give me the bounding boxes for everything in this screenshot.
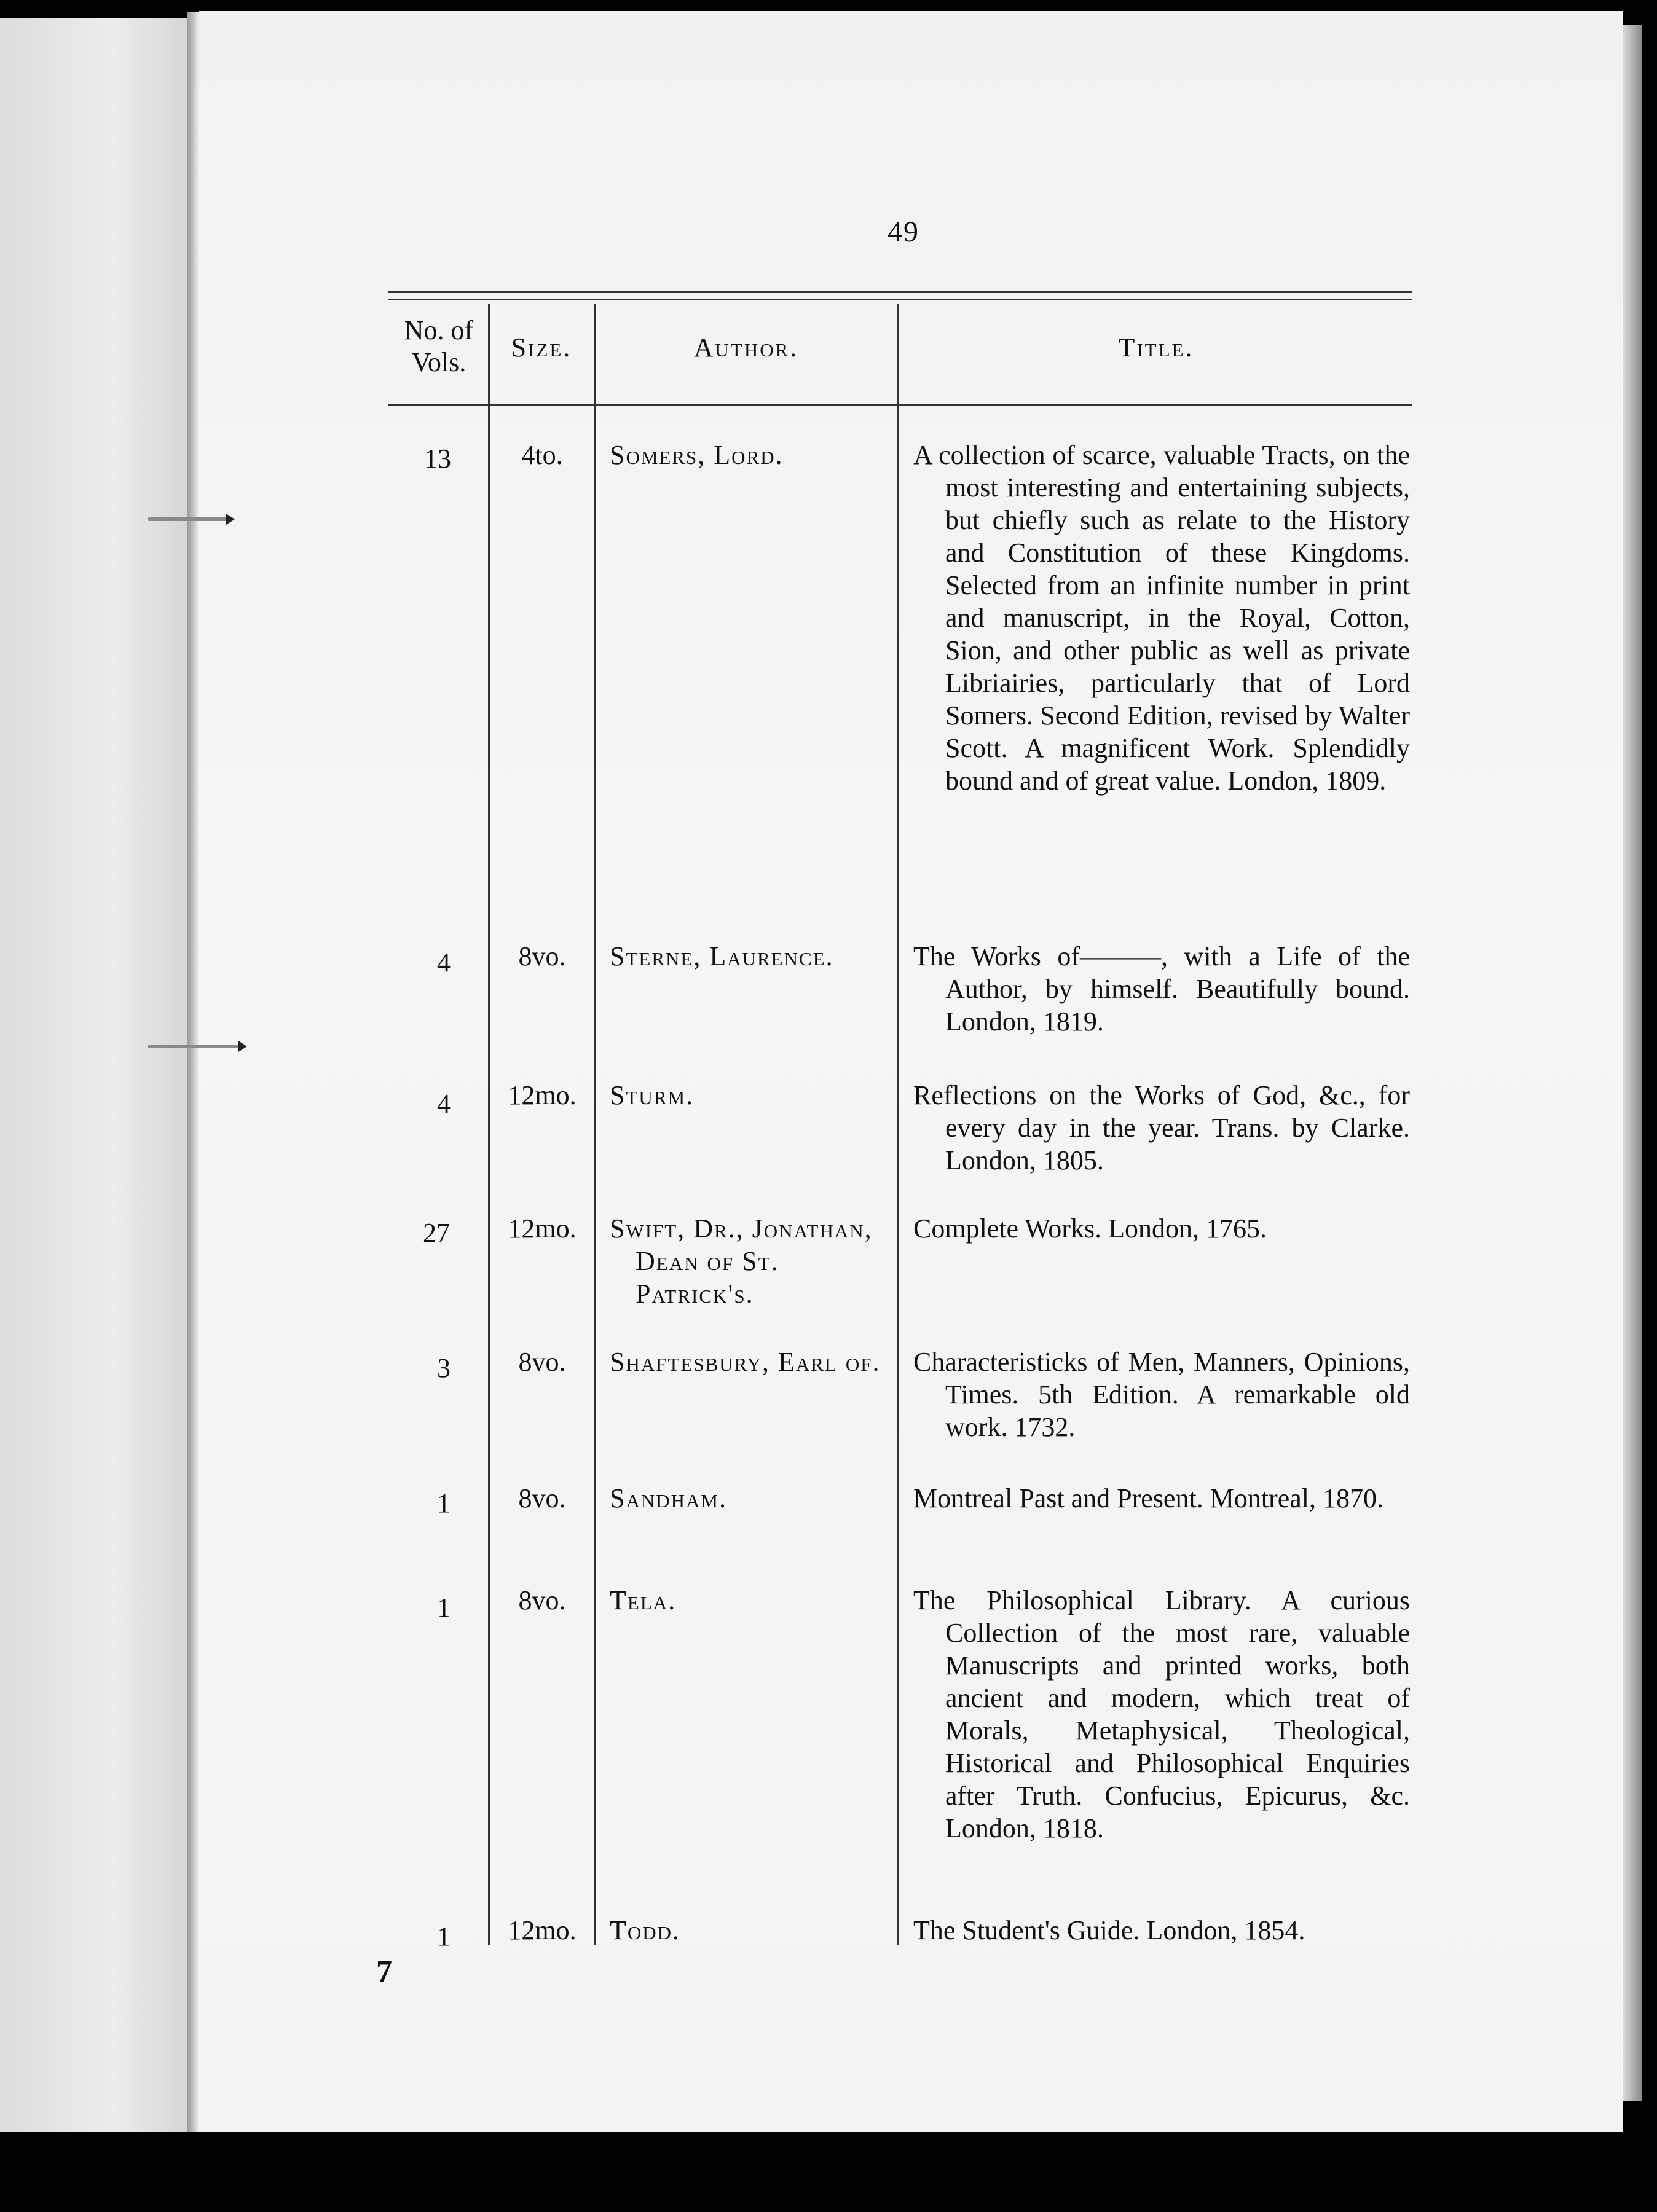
header-rule-bottom <box>388 404 1412 406</box>
header-vols: No. of Vols. <box>404 315 474 377</box>
table-row-title: A collection of scarce, valuable Tracts, on the most interesting and entertaining subjects, but chiefly such as relate to the History and Constitution of these Kingdoms. Selected from an infinite number in print and manuscript, in the Royal, Cotton, Sion, and other public as well as private Libriairies, particularly that of Lord Somers. Second Edition, revised by Walter Scott. A magnificent Work. Splendidly bound and of great value. London, 1809. <box>913 440 1410 796</box>
table-row-author: Sandham. <box>610 1483 727 1513</box>
table-row-size: 8vo. <box>518 1585 566 1615</box>
table-row-size: 8vo. <box>518 1347 566 1377</box>
table-row-vols: 4 <box>437 1089 451 1119</box>
table-row-title: The Student's Guide. London, 1854. <box>913 1915 1305 1945</box>
table-row-author: Todd. <box>610 1915 681 1945</box>
table-row-vols: 27 <box>423 1218 450 1248</box>
header-rule-top <box>388 291 1412 293</box>
column-divider <box>897 304 899 1945</box>
table-row-title: Montreal Past and Present. Montreal, 1870. <box>913 1483 1383 1513</box>
table-row-title: The Philosophical Library. A curious Collection of the most rare, valuable Manuscripts and printed works, both ancient and modern, which treat of Morals, Metaphysical, Theological, Historical and Philosophical Enquiries after Truth. Confucius, Epicurus, &c. London, 1818. <box>913 1585 1410 1843</box>
table-row-author: Swift, Dr., Jonathan, Dean of St. Patrick's. <box>610 1214 873 1309</box>
table-row-vols: 3 <box>437 1353 451 1383</box>
column-divider <box>488 304 490 1945</box>
table-row-author: Somers, Lord. <box>610 440 784 470</box>
table-row-size: 4to. <box>521 440 563 470</box>
table-row-author: Sturm. <box>610 1080 695 1110</box>
table-row-vols: 1 <box>437 1593 451 1623</box>
left-page-edge <box>0 18 187 2132</box>
header-author: Author. <box>693 332 799 363</box>
book-gutter <box>187 12 199 2132</box>
table-row-author: Sterne, Laurence. <box>610 941 834 971</box>
table-row-size: 12mo. <box>508 1080 577 1110</box>
header-title: Title. <box>1118 332 1194 363</box>
column-divider <box>594 304 596 1945</box>
table-row-author: Shaftesbury, Earl of. <box>610 1347 881 1377</box>
table-row-title: The Works of———, with a Life of the Author, by himself. Beautifully bound. London, 1819. <box>913 941 1410 1037</box>
page-number: 49 <box>888 216 919 248</box>
table-row-title: Reflections on the Works of God, &c., for every day in the year. Trans. by Clarke. London, 1805. <box>913 1080 1410 1175</box>
table-row-size: 8vo. <box>518 941 566 971</box>
table-row-size: 8vo. <box>518 1483 566 1513</box>
table-row-vols: 4 <box>437 947 451 978</box>
header-rule-top-2 <box>388 299 1412 300</box>
header-size: Size. <box>511 332 572 363</box>
table-row-vols: 1 <box>437 1488 451 1518</box>
signature-mark: 7 <box>376 1955 392 1990</box>
table-row-vols: 13 <box>424 444 451 474</box>
binding-stitch <box>148 1045 240 1048</box>
table-row-size: 12mo. <box>508 1915 577 1945</box>
table-row-vols: 1 <box>437 1921 451 1951</box>
table-row-author: Tela. <box>610 1585 677 1615</box>
table-row-size: 12mo. <box>508 1214 577 1244</box>
table-row-title: Complete Works. London, 1765. <box>913 1214 1267 1244</box>
table-row-title: Characteristicks of Men, Manners, Opinions, Times. 5th Edition. A remarkable old work. 1732. <box>913 1347 1410 1442</box>
binding-stitch <box>148 517 227 521</box>
right-page-edge <box>1623 25 1642 2101</box>
